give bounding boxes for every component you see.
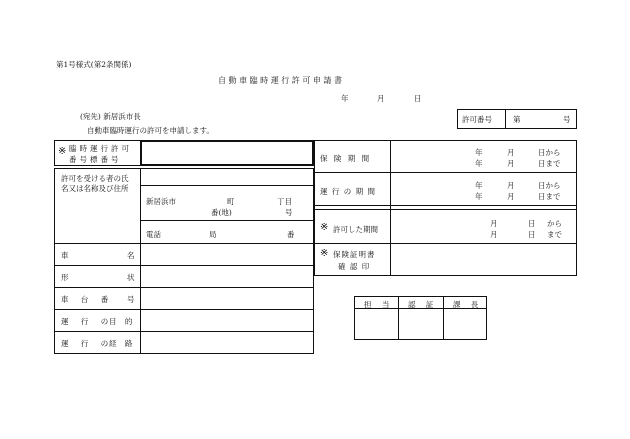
- permitted-until-label: まで: [547, 230, 562, 239]
- applicant-name-field[interactable]: [141, 169, 313, 185]
- phone-label: 電話: [146, 230, 161, 239]
- date-year: 年: [341, 94, 349, 103]
- certificate-label-line2: 確 認 印: [338, 262, 371, 271]
- vehicle-shape-label-a: 形: [61, 273, 69, 282]
- vehicle-shape-label-b: 状: [127, 273, 135, 282]
- certificate-label-line1: 保険証明書: [333, 250, 376, 259]
- permitted-from-day: 日: [528, 219, 536, 228]
- phone-ban: 番: [287, 230, 295, 239]
- insurance-from-day: 日から: [538, 148, 561, 157]
- approval-header-ninsho: 認 証: [408, 300, 438, 309]
- operation-until-month: 月: [507, 192, 515, 201]
- operation-from-year: 年: [475, 181, 483, 190]
- operation-from-month: 月: [507, 181, 515, 190]
- chassis-number-label-a: 車 台 番: [61, 295, 114, 304]
- insurance-period-label: 保 険 期 間: [320, 154, 372, 163]
- addressee: (宛先) 新居浜市長: [80, 112, 141, 121]
- applicant-label-line1: 許可を受ける者の氏: [61, 174, 129, 183]
- plate-number-field[interactable]: [141, 141, 313, 165]
- route-label-a: 運 行 の: [61, 339, 114, 348]
- address-ban: 番(地): [211, 208, 232, 217]
- permitted-period-mark: ※: [320, 222, 329, 233]
- address-chome: 丁目: [277, 197, 292, 206]
- operation-until-day: 日まで: [538, 192, 561, 201]
- permitted-from-label: から: [547, 219, 562, 228]
- permit-number-suffix: 号: [563, 115, 571, 124]
- operation-until-year: 年: [475, 192, 483, 201]
- address-go: 号: [285, 208, 293, 217]
- operation-period-label: 運 行 の 期 間: [320, 187, 377, 196]
- permitted-until-day: 日: [528, 230, 536, 239]
- permitted-from-month: 月: [490, 219, 498, 228]
- insurance-until-day: 日まで: [538, 159, 561, 168]
- date-day: 日: [414, 94, 422, 103]
- reserved-mark: ※: [58, 146, 67, 157]
- permit-number-prefix: 第: [513, 115, 521, 124]
- insurance-from-month: 月: [507, 148, 515, 157]
- form-title: 自 動 車 臨 時 運 行 許 可 申 請 書: [218, 76, 342, 85]
- date-month: 月: [377, 94, 385, 103]
- address-city: 新居浜市: [146, 197, 176, 206]
- permitted-period-label: 許可した期間: [333, 225, 378, 234]
- applicant-label-line2: 名又は名称及び住所: [61, 184, 129, 193]
- permit-number-label: 許可番号: [462, 115, 492, 124]
- plate-label-line1: 臨時運行許可: [69, 144, 132, 153]
- approval-header-kacho: 課 長: [453, 300, 483, 309]
- operation-from-day: 日から: [538, 181, 561, 190]
- plate-label-line2: 番号標番号: [69, 155, 122, 164]
- purpose-label-a: 運 行 の: [61, 317, 114, 326]
- route-label-b: 経 路: [109, 339, 136, 348]
- address-machi: 町: [227, 197, 235, 206]
- insurance-until-month: 月: [507, 159, 515, 168]
- form-number: 第1号様式(第2条関係): [56, 60, 132, 69]
- purpose-label-b: 目 的: [109, 317, 136, 326]
- vehicle-name-label-b: 名: [127, 251, 135, 260]
- phone-kyoku: 局: [209, 230, 217, 239]
- certificate-mark: ※: [320, 248, 329, 259]
- insurance-until-year: 年: [475, 159, 483, 168]
- insurance-from-year: 年: [475, 148, 483, 157]
- application-statement: 自動車臨時運行の許可を申請します。: [87, 126, 214, 135]
- vehicle-name-label-a: 車: [61, 251, 69, 260]
- permitted-until-month: 月: [490, 230, 498, 239]
- chassis-number-label-b: 号: [127, 295, 135, 304]
- approval-header-tanto: 担 当: [364, 300, 394, 309]
